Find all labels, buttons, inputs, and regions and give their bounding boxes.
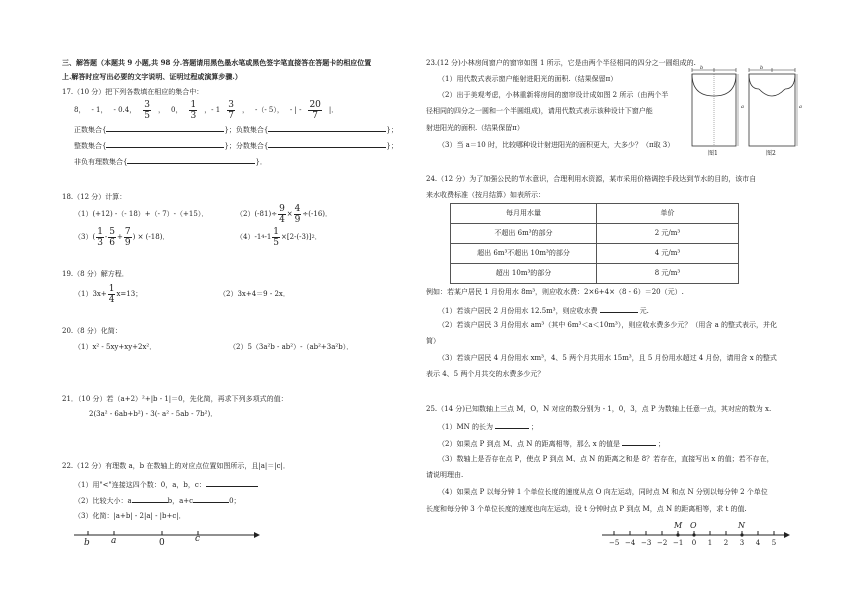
q17-set-line2 bbox=[74, 140, 398, 150]
fraction: $\frac{3}{7}$ bbox=[228, 99, 234, 121]
fraction: $\frac{9}{4}$ bbox=[279, 203, 285, 225]
set-label: }；分数集合{ bbox=[224, 142, 269, 150]
q23-line5: 射进阳光的面积.（结果保留π） bbox=[426, 124, 524, 132]
figure-1-label: 图1 bbox=[708, 150, 718, 157]
q23-line2: （1）用代数式表示窗户能射进阳光的面积.（结果保留π） bbox=[438, 75, 618, 83]
answer-blank[interactable] bbox=[206, 479, 258, 487]
q23-line1: 23.(12 分)小林房间窗户的窗帘如图 1 所示，它是由两个半径相同的四分之一圆组成的. bbox=[426, 59, 696, 67]
q24-line2: 来水收费标准（按月结算）如表所示： bbox=[426, 191, 545, 199]
table-header-row bbox=[451, 204, 739, 224]
expr-part: （3）( bbox=[74, 232, 96, 241]
number-item: - | - bbox=[289, 105, 302, 114]
figure-2-label: 图2 bbox=[766, 150, 776, 157]
fig1-dim-b: b bbox=[700, 65, 704, 71]
table-header-cell: 每月用水量 bbox=[451, 204, 597, 224]
answer-blank[interactable] bbox=[622, 438, 656, 446]
q25-part4-line2: 长度和每分钟 3 个单位长度的速度也向左运动，设 t 分钟时点 P 到点 M，点 N 的距离相等，求 t 的值. bbox=[426, 505, 747, 513]
q22-part3: （3）化简：|a+b| - 2|a| - |b+c|． bbox=[74, 512, 186, 520]
fraction: $\frac{5}{6}$ bbox=[109, 226, 116, 248]
table-cell: 4 元/m³ bbox=[597, 244, 739, 264]
expr-part: x=13； bbox=[116, 289, 143, 298]
fraction: $\frac{3}{5}$ bbox=[144, 99, 150, 121]
q24-part3-line2: 表示 4、5 两个月共交的水费多少元？ bbox=[426, 370, 545, 378]
q25-part4-line1: （4）如果点 P 以每分钟 1 个单位长度的速度从点 O 向左运动，同时点 M 和点 N 分别以每分钟 2 个单位 bbox=[438, 488, 768, 496]
answer-blank[interactable] bbox=[106, 140, 224, 148]
q24-line1: 24.（12 分）为了加强公民的节水意识，合理利用水资源，某市采用价格调控手段达到节水的目的，该市自 bbox=[426, 175, 757, 183]
q18-part2 bbox=[236, 204, 332, 224]
expr-part: （4）-1 bbox=[236, 232, 262, 241]
q24-part1-text: 元. bbox=[639, 307, 649, 315]
set-end: }； bbox=[386, 142, 398, 150]
axis-label-zero: 0 bbox=[159, 538, 165, 548]
table-cell: 8 元/m³ bbox=[597, 264, 739, 284]
q25-part1-text: ； bbox=[530, 423, 538, 431]
q22-number-line bbox=[72, 526, 262, 550]
q22-part2-text: 0； bbox=[229, 497, 241, 505]
axis-label-c: c bbox=[195, 534, 201, 544]
set-label: 正数集合{ bbox=[74, 126, 107, 134]
fraction: $\frac{1}{5}$ bbox=[273, 226, 280, 248]
number-item: ，- 1 bbox=[204, 105, 221, 114]
figure-1-window bbox=[688, 67, 740, 149]
figure-2-window bbox=[745, 67, 801, 149]
q17-stem: 17.（10 分）把下列各数填在相应的集合中： bbox=[62, 88, 204, 96]
axis-tick-label: −1 bbox=[673, 539, 684, 547]
q21-line2: 2(3a² - 6ab+b²) - 3(- a² - 5ab - 7b²)． bbox=[89, 410, 218, 418]
section-title-line2: 上.解答时应写出必要的文字说明、证明过程或演算步骤.） bbox=[62, 72, 242, 81]
axis-tick-label: 4 bbox=[755, 539, 761, 547]
q25-part2-text: （2）如果点 P 到点 M、点 N 的距离相等，那么 x 的值是 bbox=[438, 440, 620, 448]
q19-part1 bbox=[74, 284, 142, 304]
fig2-dim-a: a bbox=[799, 104, 802, 110]
expr-part: （2）(-81)÷ bbox=[236, 209, 278, 218]
table-row bbox=[451, 264, 739, 284]
expr-part: ) × (-18)． bbox=[132, 232, 170, 241]
fraction: $\frac{20}{7}$ bbox=[309, 99, 321, 121]
q24-part2-line2: 简） bbox=[426, 337, 440, 345]
expr-part: ÷(-16)． bbox=[302, 209, 333, 218]
q22-part2 bbox=[74, 495, 241, 505]
table-header-cell: 单价 bbox=[597, 204, 739, 224]
abs-end: |． bbox=[328, 105, 339, 114]
number-item: - 0.4， bbox=[113, 105, 137, 114]
q17-set-line1 bbox=[74, 124, 398, 134]
water-fee-table bbox=[450, 203, 739, 284]
axis-tick-label: 3 bbox=[739, 539, 745, 547]
answer-blank[interactable] bbox=[495, 421, 529, 429]
axis-tick-label: −5 bbox=[609, 539, 620, 547]
number-item: 8， bbox=[74, 105, 86, 114]
q18-part1: （1）(+12) -（- 18）+（- 7）-（+15）． bbox=[74, 210, 209, 218]
point-n-label: N bbox=[738, 521, 745, 530]
axis-label-b: b bbox=[84, 538, 90, 548]
answer-blank[interactable] bbox=[268, 124, 386, 132]
q20-part1: （1）x² - 5xy+xy+2x²． bbox=[74, 343, 157, 351]
set-end: }； bbox=[386, 126, 398, 134]
expr-part: - bbox=[104, 232, 108, 241]
q22-part1 bbox=[74, 479, 258, 489]
expr-part: ． bbox=[314, 232, 322, 241]
comma: ， bbox=[241, 105, 249, 114]
axis-tick-label: −3 bbox=[641, 539, 652, 547]
axis-label-a: a bbox=[111, 536, 117, 546]
q24-part1-text: （1）若该户居民 2 月份用水 12.5m³，则应收水费 bbox=[438, 307, 598, 315]
fig1-dim-a: a bbox=[741, 104, 744, 110]
q24-part3-line1: （3）若该户居民 4 月份用水 xm³，4、5 两个月共用水 15m³，且 5 月份用水超过 4 月份，请用含 x 的整式 bbox=[438, 354, 777, 362]
number-item: - 1， bbox=[91, 105, 108, 114]
section-title-line1: 三、解答题（本题共 9 小题,共 98 分.答题请用黑色墨水笔或黑色签字笔直接答在答题卡的相应位置 bbox=[62, 58, 372, 67]
q25-part2-text: ； bbox=[657, 440, 665, 448]
point-m-label: M bbox=[674, 521, 683, 530]
fraction: $\frac{1}{3}$ bbox=[97, 226, 103, 248]
table-cell: 超出 6m³不超出 10m³的部分 bbox=[451, 244, 597, 264]
axis-tick-label: 2 bbox=[723, 539, 729, 547]
q24-part2-line1: （2）若该户居民 3 月份用水 am³（其中 6m³＜a＜10m³），则应收水费多少元？（用含 a 的整式表示，并化 bbox=[438, 321, 777, 329]
fraction: $\frac{1}{4}$ bbox=[108, 283, 115, 305]
q22-part1-text: （1）用"<"连接这四个数：0，a，b，c： bbox=[74, 481, 206, 489]
q25-part1 bbox=[438, 421, 538, 431]
expr-part: ×[2-(-3)] bbox=[281, 232, 312, 241]
q18-stem: 18.（12 分）计算： bbox=[62, 193, 127, 201]
q23-line4: 径相同的四分之一圆和一个半圆组成)，请用代数式表示该种设计下窗户能 bbox=[426, 107, 653, 115]
q17-numbers: 8， - 1， - 0.4， $\frac{3}{5}$ ， 0， $\frac{1}{3}$ ，- 1 $\frac{3}{7}$ ， -（- 5）， - | - $\frac{20}{7}$ |． bbox=[74, 99, 339, 121]
fraction: $\frac{1}{3}$ bbox=[190, 99, 197, 121]
q24-example: 例如：若某户居民 1 月份用水 8m³，则应收水费：2×6+4×（8 - 6）＝20（元）. bbox=[426, 288, 684, 296]
q25-part2 bbox=[438, 438, 665, 448]
expr-part: + bbox=[117, 232, 123, 241]
table-cell: 超出 10m³的部分 bbox=[451, 264, 597, 284]
fraction: $\frac{7}{9}$ bbox=[124, 226, 131, 248]
fig2-dim-b: b bbox=[760, 65, 764, 71]
axis-tick-label: 5 bbox=[771, 539, 777, 547]
table-cell: 2 元/m³ bbox=[597, 224, 739, 244]
q23-line6: （3）当 a＝10 时，比较哪种设计射进阳光的面积更大，大多少？（π取 3） bbox=[438, 141, 675, 149]
answer-blank[interactable] bbox=[106, 124, 224, 132]
axis-tick-label: 1 bbox=[707, 539, 713, 547]
q21-line1: 21．（10 分）若（a+2）²+|b - 1|＝0，先化简，再求下列多项式的值： bbox=[62, 395, 288, 403]
expr-part: -1 bbox=[264, 232, 272, 241]
q24-part1 bbox=[438, 305, 649, 315]
axis-tick-label: 0 bbox=[691, 539, 697, 547]
q25-part1-text: （1）MN 的长为 bbox=[438, 423, 493, 431]
table-row bbox=[451, 224, 739, 244]
q25-part3-line2: 请说明理由. bbox=[426, 471, 464, 479]
q22-part2-text: b，a+c bbox=[167, 497, 194, 505]
expr-part: （1）3x+ bbox=[74, 289, 107, 298]
answer-blank[interactable] bbox=[193, 495, 229, 503]
q17-set-line3 bbox=[74, 156, 267, 166]
exponent: 4 bbox=[261, 234, 265, 240]
q19-stem: 19.（8 分）解方程． bbox=[62, 270, 129, 278]
set-label: }；负数集合{ bbox=[224, 126, 269, 134]
set-end: }． bbox=[255, 158, 267, 166]
q19-part2: （2）3x+4＝9 - 2x． bbox=[219, 290, 290, 298]
q25-part3-line1: （3）数轴上是否存在点 P，使点 P 到点 M、点 N 的距离之和是 8？若存在，直接写出 x 的值；若不存在， bbox=[438, 455, 774, 463]
q22-stem: 22.（12 分）有理数 a，b 在数轴上的对应点位置如图所示，且|a|＝|c|． bbox=[62, 462, 290, 470]
q22-part2-text: （2）比较大小：a bbox=[74, 497, 132, 505]
q23-line3: （2）出于美观考虑，小林重新将房间的窗帘设计成如图 2 所示（由两个半 bbox=[438, 91, 669, 99]
q18-part3 bbox=[74, 227, 169, 247]
q20-part2: （2）5（3a²b - ab²）-（ab²+3a²b）． bbox=[229, 343, 354, 351]
q25-line1: 25.（14 分)已知数轴上三点 M，O，N 对应的数分别为 - 1，0，3，点 P 为数轴上任意一点，其对应的数为 x. bbox=[426, 405, 772, 413]
answer-blank[interactable] bbox=[132, 495, 168, 503]
point-o-label: O bbox=[690, 521, 697, 530]
table-cell: 不超出 6m³的部分 bbox=[451, 224, 597, 244]
answer-blank[interactable] bbox=[268, 140, 386, 148]
set-label: 非负有理数集合{ bbox=[74, 158, 128, 166]
q20-stem: 20.（8 分）化简： bbox=[62, 327, 122, 335]
answer-blank[interactable] bbox=[600, 305, 638, 313]
set-label: 整数集合{ bbox=[74, 142, 107, 150]
fraction: $\frac{4}{9}$ bbox=[294, 203, 301, 225]
number-item: -（- 5）， bbox=[254, 105, 284, 114]
expr-part: × bbox=[286, 209, 293, 218]
table-row bbox=[451, 244, 739, 264]
axis-tick-label: −2 bbox=[657, 539, 668, 547]
number-item: 0， bbox=[170, 105, 183, 114]
exponent: 2 bbox=[311, 234, 315, 240]
q18-part4 bbox=[236, 227, 322, 247]
axis-tick-label: −4 bbox=[625, 539, 636, 547]
answer-blank[interactable] bbox=[127, 156, 255, 164]
